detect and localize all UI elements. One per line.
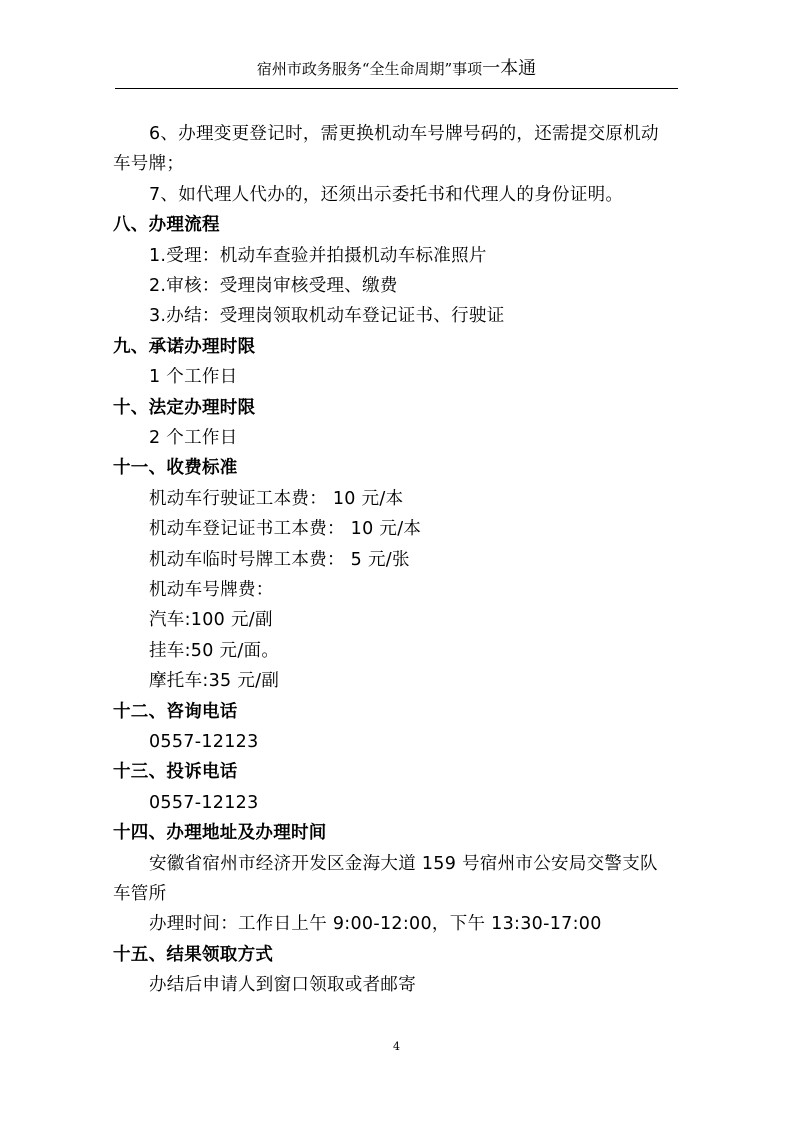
body-line: 办结后申请人到窗口领取或者邮寄 [149, 975, 416, 996]
section-heading: 十二、咨询电话 [113, 701, 238, 722]
header-rule [115, 88, 678, 89]
body-line: 0557-12123 [149, 732, 259, 752]
body-line: 车号牌； [113, 154, 185, 175]
body-line: 汽车:100 元/副 [149, 610, 273, 631]
section-heading: 十四、办理地址及办理时间 [113, 823, 327, 844]
body-line: 1.受理：机动车查验并拍摄机动车标准照片 [149, 245, 487, 266]
section-heading: 八、办理流程 [113, 215, 220, 236]
body-line: 2 个工作日 [149, 428, 238, 448]
body-line: 机动车号牌费： [149, 580, 274, 600]
body-line: 0557-12123 [149, 792, 259, 813]
header-title: 宿州市政务服务“全生命周期”事项 [256, 60, 483, 78]
page-number: 4 [393, 1040, 400, 1053]
section-heading: 九、承诺办理时限 [113, 336, 256, 357]
body-line: 机动车行驶证工本费： 10 元/本 [149, 488, 404, 509]
section-heading: 十五、结果领取方式 [113, 944, 274, 965]
body-line: 车管所 [113, 884, 167, 904]
body-line: 3.办结：受理岗领取机动车登记证书、行驶证 [149, 306, 505, 327]
body-line: 机动车临时号牌工本费： 5 元/张 [149, 549, 410, 570]
section-heading: 十三、投诉电话 [113, 762, 238, 783]
body-line: 6、办理变更登记时，需更换机动车号牌号码的，还需提交原机动 [149, 124, 659, 144]
body-line: 办理时间：工作日上午 9:00-12:00，下午 13:30-17:00 [149, 914, 602, 935]
body-line: 2.审核：受理岗审核受理、缴费 [149, 276, 398, 296]
body-line: 挂车:50 元/面。 [149, 640, 280, 661]
body-line: 机动车登记证书工本费： 10 元/本 [149, 519, 422, 540]
section-heading: 十、法定办理时限 [113, 397, 256, 418]
body-line: 摩托车:35 元/副 [149, 671, 280, 692]
section-heading: 十一、收费标准 [113, 458, 238, 479]
body-line: 安徽省宿州市经济开发区金海大道 159 号宿州市公安局交警支队 [149, 853, 658, 874]
body-line: 1 个工作日 [149, 367, 238, 388]
header-title-suffix: 一本通 [482, 58, 537, 79]
body-line: 7、如代理人代办的，还须出示委托书和代理人的身份证明。 [149, 184, 624, 205]
running-header [0, 58, 793, 80]
